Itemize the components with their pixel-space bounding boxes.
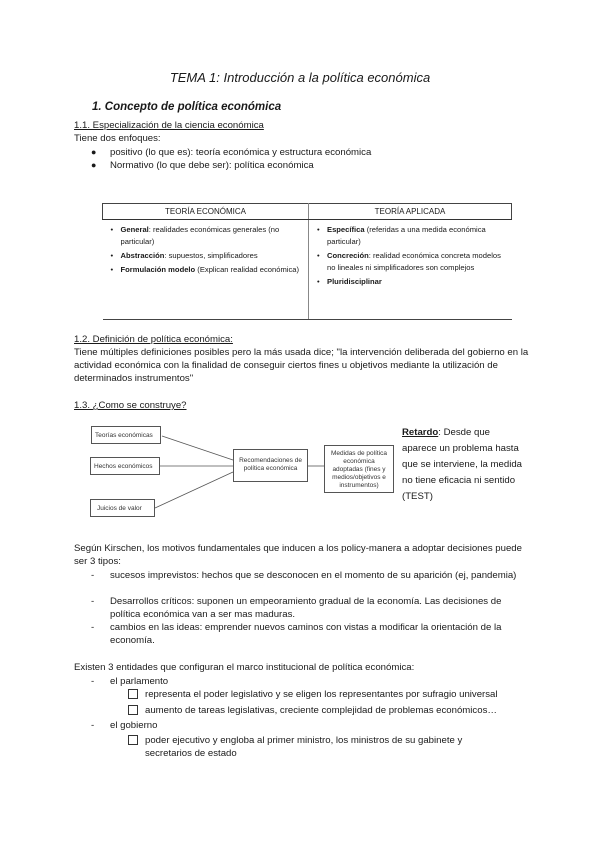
list-item: poder ejecutivo y engloba al primer ministro, los ministros de su gabinete y secretarios de estado (145, 735, 463, 759)
list-item: Desarrollos críticos: suponen un empeoramiento gradual de la economía. Las decisiones de política económica van a ser mas maduras. (110, 596, 502, 620)
diagram-box-facts: Hechos económicos (90, 457, 160, 475)
list-item: representa el poder legislativo y se eligen los representantes por sufragio universal (145, 689, 498, 700)
retardo-note (402, 425, 524, 505)
diagram-box-recommendations: Recomendaciones de política económica (233, 449, 308, 482)
list-item: Normativo (lo que debe ser): política económica (110, 160, 314, 171)
checkbox[interactable] (128, 735, 138, 745)
list-item: positivo (lo que es): teoría económica y estructura económica (110, 147, 372, 158)
page-title: TEMA 1: Introducción a la política económica (169, 70, 431, 85)
retardo-text: : Desde que aparece un problema hasta que se interviene, la medida no tiene eficacia ni sentido (TEST) (402, 427, 522, 502)
diagram-box-values: Juicios de valor (90, 499, 155, 517)
dash-marker: - (91, 622, 95, 633)
table-cell-left: • General: realidades económicas generales (no particular) • Abstracción: supuestos, simplificadores • Formulación modelo (Explican realidad económica) (103, 220, 309, 320)
arrow-line (162, 436, 233, 460)
bullet-icon: ● (91, 160, 97, 170)
table-header: TEORÍA ECONÓMICA (103, 204, 309, 220)
arrow-line (155, 472, 233, 508)
bullet-icon: ● (91, 147, 97, 157)
definition-text: Tiene múltiples definiciones posibles pero la más usada dice; "la intervención deliberada del gobierno en la actividad económica con la finalidad de conseguir ciertos fines u objetivos mediante la utilización de determinados instrumentos" (74, 347, 529, 384)
retardo-label: Retardo (402, 427, 439, 438)
table-header: TEORÍA APLICADA (309, 204, 512, 220)
diagram-box-theory: Teorías económicas (91, 426, 161, 444)
section-heading: 1. Concepto de política económica (92, 101, 282, 113)
list-item: sucesos imprevistos: hechos que se desconocen en el momento de su aparición (ej, pandemia) (110, 570, 517, 581)
entity-parlamento: el parlamento (110, 676, 169, 687)
dash-marker: - (91, 596, 95, 607)
diagram-box-measures: Medidas de política económica adoptadas (fines y medios/objetivos e instrumentos) (324, 445, 394, 493)
dash-marker: - (91, 570, 95, 581)
checkbox[interactable] (128, 705, 138, 715)
dash-marker: - (91, 720, 95, 731)
dash-marker: - (91, 676, 95, 687)
intro-text: Tiene dos enfoques: (74, 133, 161, 144)
list-item: cambios en las ideas: emprender nuevos caminos con vistas a modificar la orientación de la economía. (110, 622, 502, 646)
entities-intro: Existen 3 entidades que configuran el marco institucional de política económica: (74, 662, 415, 673)
theory-comparison-table (102, 203, 512, 320)
subsection-heading-1-2: 1.2. Definición de política económica: (74, 334, 233, 345)
list-item: aumento de tareas legislativas, creciente complejidad de problemas económicos… (145, 705, 497, 716)
entity-gobierno: el gobierno (110, 720, 158, 731)
subsection-heading-1-3: 1.3. ¿Como se construye? (74, 400, 187, 411)
kirschen-intro: Según Kirschen, los motivos fundamentales que inducen a los policy-manera a adoptar decisiones puede ser 3 tipos: (74, 543, 522, 567)
table-cell-right: • Específica (referidas a una medida económica particular) • Concreción: realidad económica concreta modelos no lineales ni simplificadores son complejos • Pluridisciplinar (309, 220, 512, 320)
checkbox[interactable] (128, 689, 138, 699)
subsection-heading-1-1: 1.1. Especialización de la ciencia económica (74, 120, 264, 131)
